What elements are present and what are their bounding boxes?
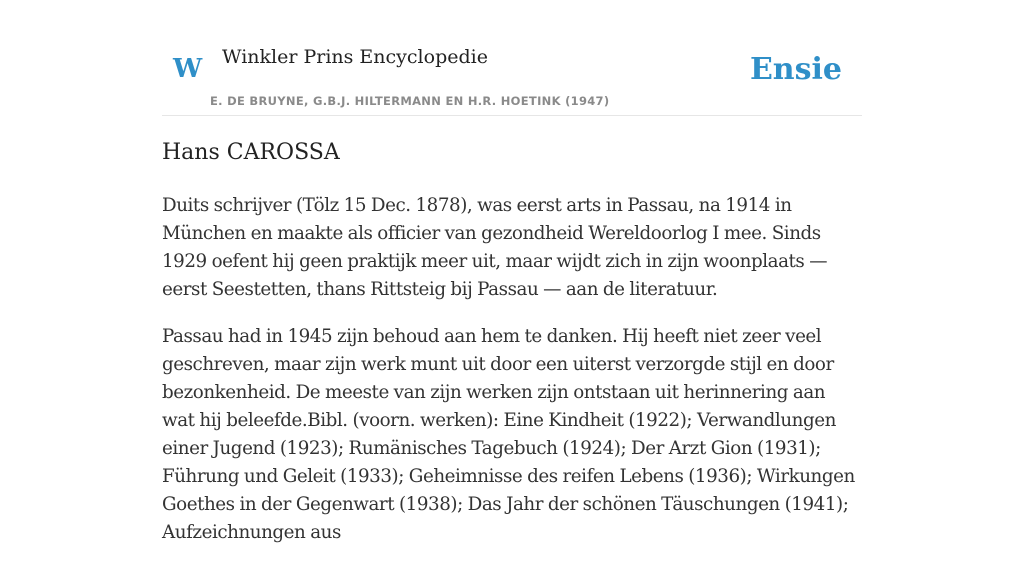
book-title[interactable]: Winkler Prins Encyclopedie bbox=[222, 46, 488, 68]
winkler-prins-logo[interactable]: W bbox=[173, 54, 203, 84]
book-authors: E. DE BRUYNE, G.B.J. HILTERMANN EN H.R. HOETINK (1947) bbox=[210, 94, 610, 108]
entry-title: Hans CAROSSA bbox=[162, 140, 340, 165]
entry-paragraph-2: Passau had in 1945 zijn behoud aan hem te danken. Hij heeft niet zeer veel geschreven, maar zijn werk munt uit door een uiterst verzorgde stijl en door bezonkenheid. De meeste van zijn werken zijn ontstaan uit herinnering aan wat hij beleefde.Bibl. (voorn. werken): Eine Kindheit (1922); Verwandlungen einer Jugend (1923); Rumänisches Tagebuch (1924); Der Arzt Gion (1931); Führung und Geleit (1933); Geheimnisse des reifen Lebens (1936); Wirkungen Goethes in der Gegenwart (1938); Das Jahr der schönen Täuschungen (1941); Aufzeichnungen aus bbox=[162, 326, 855, 543]
entry-body bbox=[162, 192, 862, 566]
header bbox=[162, 40, 862, 116]
ensie-logo[interactable]: Ensie bbox=[749, 52, 842, 87]
entry-paragraph-1: Duits schrijver (Tölz 15 Dec. 1878), was eerst arts in Passau, na 1914 in München en maakte als officier van gezondheid Wereldoorlog I mee. Sinds 1929 oefent hij geen praktijk meer uit, maar wijdt zich in zijn woonplaats — eerst Seestetten, thans Rittsteig bij Passau — aan de literatuur. bbox=[162, 195, 828, 300]
